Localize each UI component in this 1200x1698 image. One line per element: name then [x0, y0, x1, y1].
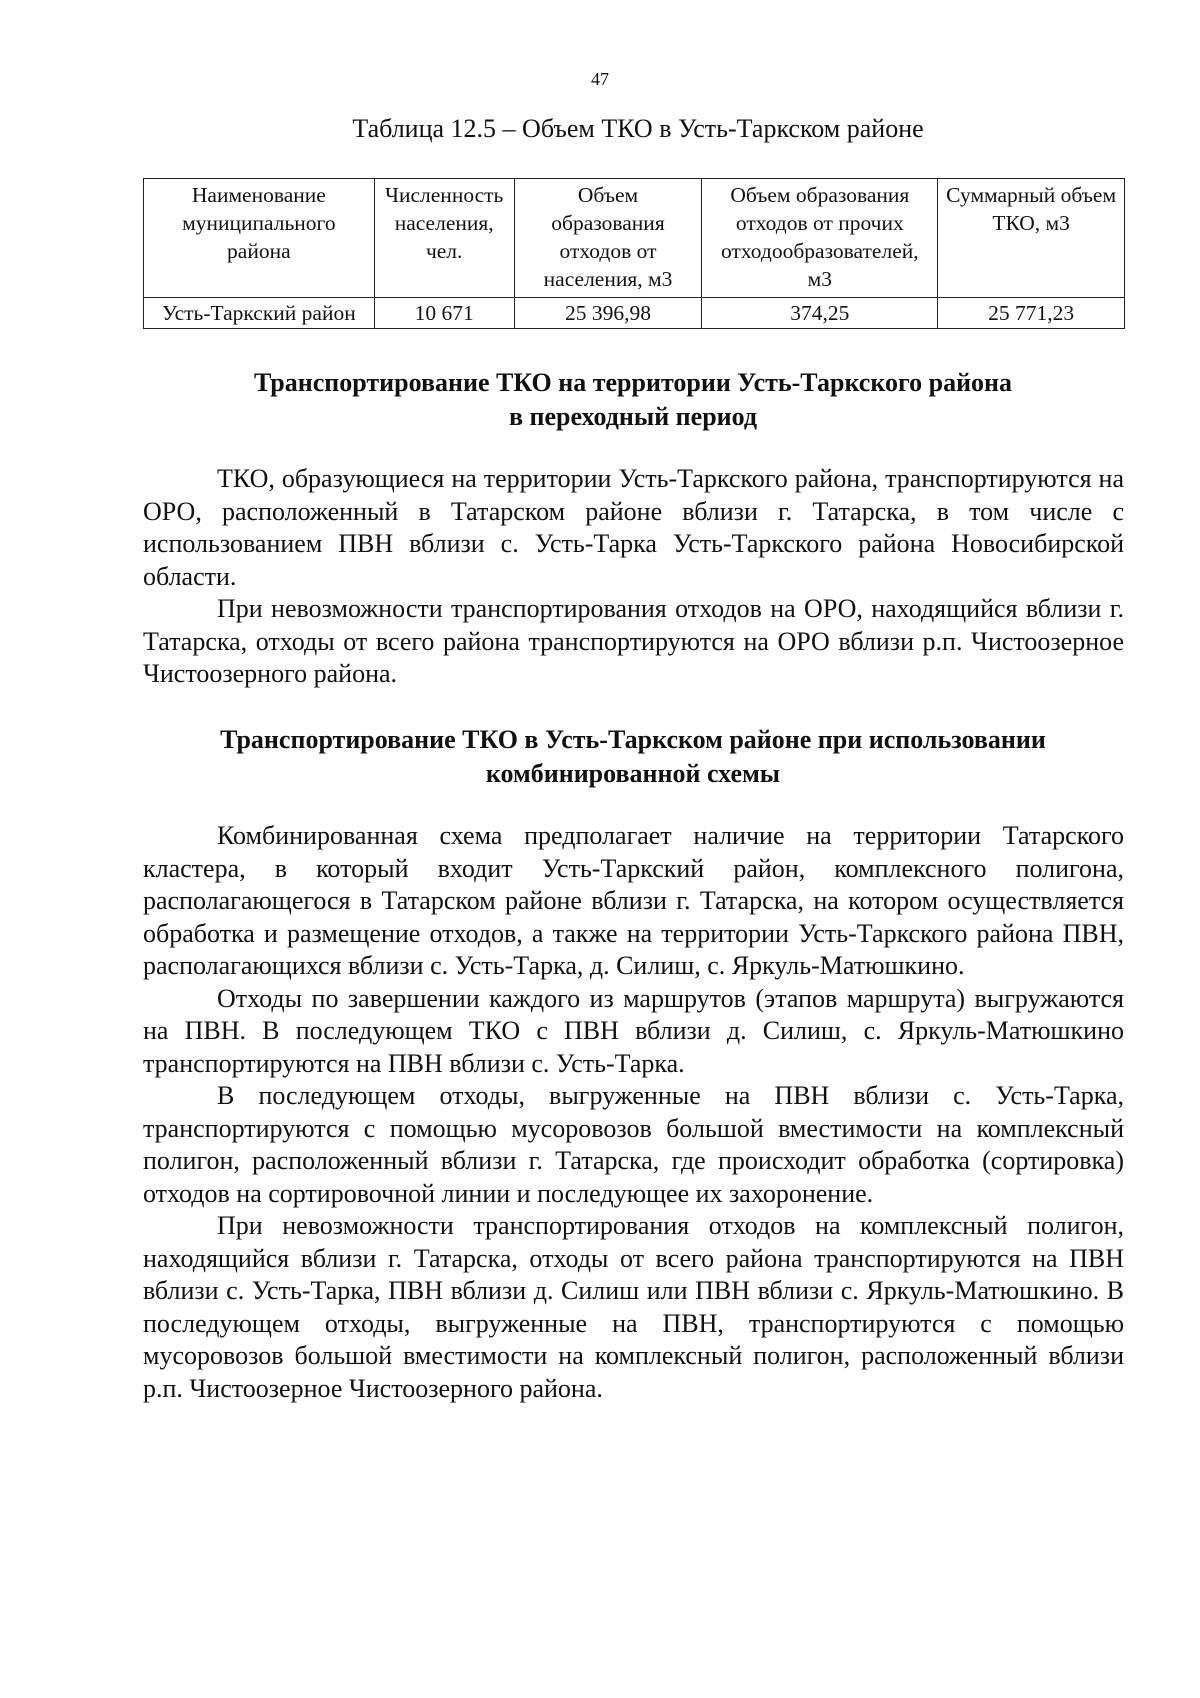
header-total-volume: Суммарный объем ТКО, м3 — [938, 179, 1125, 298]
section1-heading-line2: в переходный период — [508, 402, 758, 431]
section2-paragraph-3: В последующем отходы, выгруженные на ПВН вблизи с. Усть-Тарка, транспортируются с помощью мусоровозов большой вместимости на комплексный полигон, расположенный вблизи г. Татарска, где происходит обработка (сортировка) отходов на сортировочной линии и последующее их захоронение. — [143, 1081, 1124, 1208]
table-caption: Таблица 12.5 – Объем ТКО в Усть-Таркском районе — [352, 114, 924, 143]
section1-paragraph-2: При невозможности транспортирования отходов на ОРО, находящийся вблизи г. Татарска, отходы от всего района транспортируются на ОРО вблизи р.п. Чистоозерное Чистоозерного района. — [143, 594, 1124, 688]
header-population-waste-volume: Объем образования отходов от населения, м3 — [514, 179, 702, 298]
section2-paragraph-4: При невозможности транспортирования отходов на комплексный полигон, находящийся вблизи г. Татарска, отходы от всего района транспортируются на ПВН вблизи с. Усть-Тарка, ПВН вблизи д. Силиш или ПВН вблизи с. Яркуль-Матюшкино. В последующем отходы, выгруженные на ПВН, транспортируются с помощью мусоровозов большой вместимости на комплексный полигон, расположенный вблизи р.п. Чистоозерное Чистоозерного района. — [143, 1211, 1124, 1403]
cell-other-sources-waste-volume: 374,25 — [702, 298, 938, 329]
cell-population-waste-volume: 25 396,98 — [514, 298, 702, 329]
waste-volume-table — [143, 178, 1125, 329]
table-header-row — [144, 179, 1125, 298]
cell-total-volume: 25 771,23 — [938, 298, 1125, 329]
section2-heading — [143, 723, 1123, 791]
page-number: 47 — [591, 69, 609, 89]
cell-district-name: Усть-Таркский район — [144, 298, 375, 329]
section2-heading-line2: комбинированной схемы — [485, 759, 781, 788]
section1-paragraph-1: ТКО, образующиеся на территории Усть-Таркского района, транспортируются на ОРО, расположенный в Татарском районе вблизи г. Татарска, в том числе с использованием ПВН вблизи с. Усть-Тарка Усть-Таркского района Новосибирской области. — [143, 464, 1124, 591]
cell-population: 10 671 — [374, 298, 514, 329]
section1-body — [143, 463, 1124, 691]
section2-paragraph-1: Комбинированная схема предполагает наличие на территории Татарского кластера, в который входит Усть-Таркский район, комплексного полигона, располагающегося в Татарском районе вблизи г. Татарска, на котором осуществляется обработка и размещение отходов, а также на территории Усть-Таркского района ПВН, располагающихся вблизи с. Усть-Тарка, д. Силиш, с. Яркуль-Матюшкино. — [143, 821, 1124, 980]
section2-body — [143, 820, 1124, 1405]
section1-heading — [143, 366, 1123, 434]
table-row — [144, 298, 1125, 329]
section2-heading-line1: Транспортирование ТКО в Усть-Таркском районе при использовании — [220, 725, 1046, 754]
section2-paragraph-2: Отходы по завершении каждого из маршрутов (этапов маршрута) выгружаются на ПВН. В последующем ТКО с ПВН вблизи д. Силиш, с. Яркуль-Матюшкино транспортируются на ПВН вблизи с. Усть-Тарка. — [143, 983, 1124, 1078]
header-district-name: Наименование муниципального района — [144, 179, 375, 298]
header-population: Численность населения, чел. — [374, 179, 514, 298]
section1-heading-line1: Транспортирование ТКО на территории Усть-Таркского района — [253, 368, 1013, 397]
header-other-sources-waste-volume: Объем образования отходов от прочих отходообразователей, м3 — [702, 179, 938, 298]
